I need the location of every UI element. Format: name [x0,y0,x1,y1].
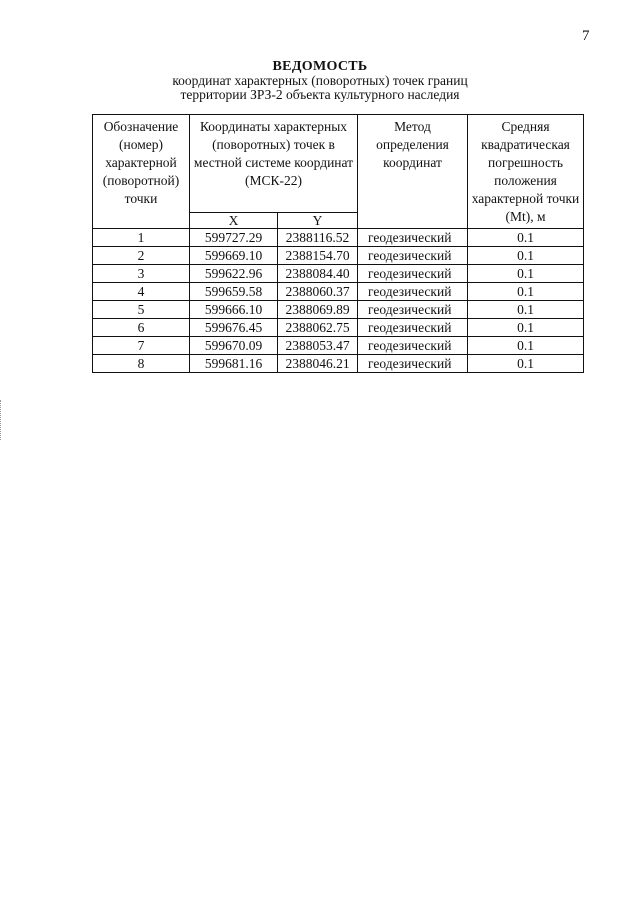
cell-y: 2388069.89 [278,301,358,319]
cell-error: 0.1 [468,355,584,373]
table-header-row [93,115,584,213]
cell-method: геодезический [358,319,468,337]
cell-error: 0.1 [468,283,584,301]
page-number: 7 [582,28,590,44]
cell-y: 2388154.70 [278,247,358,265]
cell-y: 2388053.47 [278,337,358,355]
title-block [0,60,640,102]
table-row [93,229,584,247]
cell-x: 599670.09 [190,337,278,355]
header-point-number: Обозначение (номер) характерной (поворотной) точки [93,115,190,229]
cell-point-number: 4 [93,283,190,301]
header-coordinates: Координаты характерных (поворотных) точек в местной системе координат (МСК-22) [190,115,358,213]
cell-method: геодезический [358,301,468,319]
cell-point-number: 3 [93,265,190,283]
document-title: ВЕДОМОСТЬ [272,59,368,74]
cell-error: 0.1 [468,229,584,247]
cell-error: 0.1 [468,247,584,265]
cell-error: 0.1 [468,265,584,283]
cell-method: геодезический [358,283,468,301]
cell-y: 2388084.40 [278,265,358,283]
cell-point-number: 2 [93,247,190,265]
coordinates-table [92,114,584,373]
cell-method: геодезический [358,355,468,373]
table-row [93,355,584,373]
cell-point-number: 5 [93,301,190,319]
header-method: Метод определения координат [358,115,468,229]
table-row [93,265,584,283]
table-row [93,319,584,337]
cell-method: геодезический [358,265,468,283]
cell-error: 0.1 [468,319,584,337]
table-row [93,283,584,301]
cell-point-number: 8 [93,355,190,373]
cell-point-number: 1 [93,229,190,247]
cell-point-number: 7 [93,337,190,355]
document-subtitle-line-2: территории ЗРЗ-2 объекта культурного наследия [180,87,460,102]
cell-x: 599659.58 [190,283,278,301]
cell-x: 599669.10 [190,247,278,265]
cell-x: 599727.29 [190,229,278,247]
cell-method: геодезический [358,229,468,247]
header-y: Y [278,213,358,229]
cell-y: 2388062.75 [278,319,358,337]
cell-y: 2388116.52 [278,229,358,247]
header-error: Средняя квадратическая погрешность положения характерной точки (Mt), м [468,115,584,229]
cell-y: 2388060.37 [278,283,358,301]
cell-error: 0.1 [468,301,584,319]
cell-x: 599681.16 [190,355,278,373]
cell-method: геодезический [358,337,468,355]
cell-error: 0.1 [468,337,584,355]
cell-x: 599622.96 [190,265,278,283]
table-row [93,301,584,319]
cell-method: геодезический [358,247,468,265]
cell-x: 599676.45 [190,319,278,337]
header-x: X [190,213,278,229]
scan-edge-marks [0,400,4,440]
table-row [93,247,584,265]
cell-point-number: 6 [93,319,190,337]
document-subtitle-line-1: координат характерных (поворотных) точек границ [172,73,468,88]
cell-y: 2388046.21 [278,355,358,373]
table-row [93,337,584,355]
cell-x: 599666.10 [190,301,278,319]
